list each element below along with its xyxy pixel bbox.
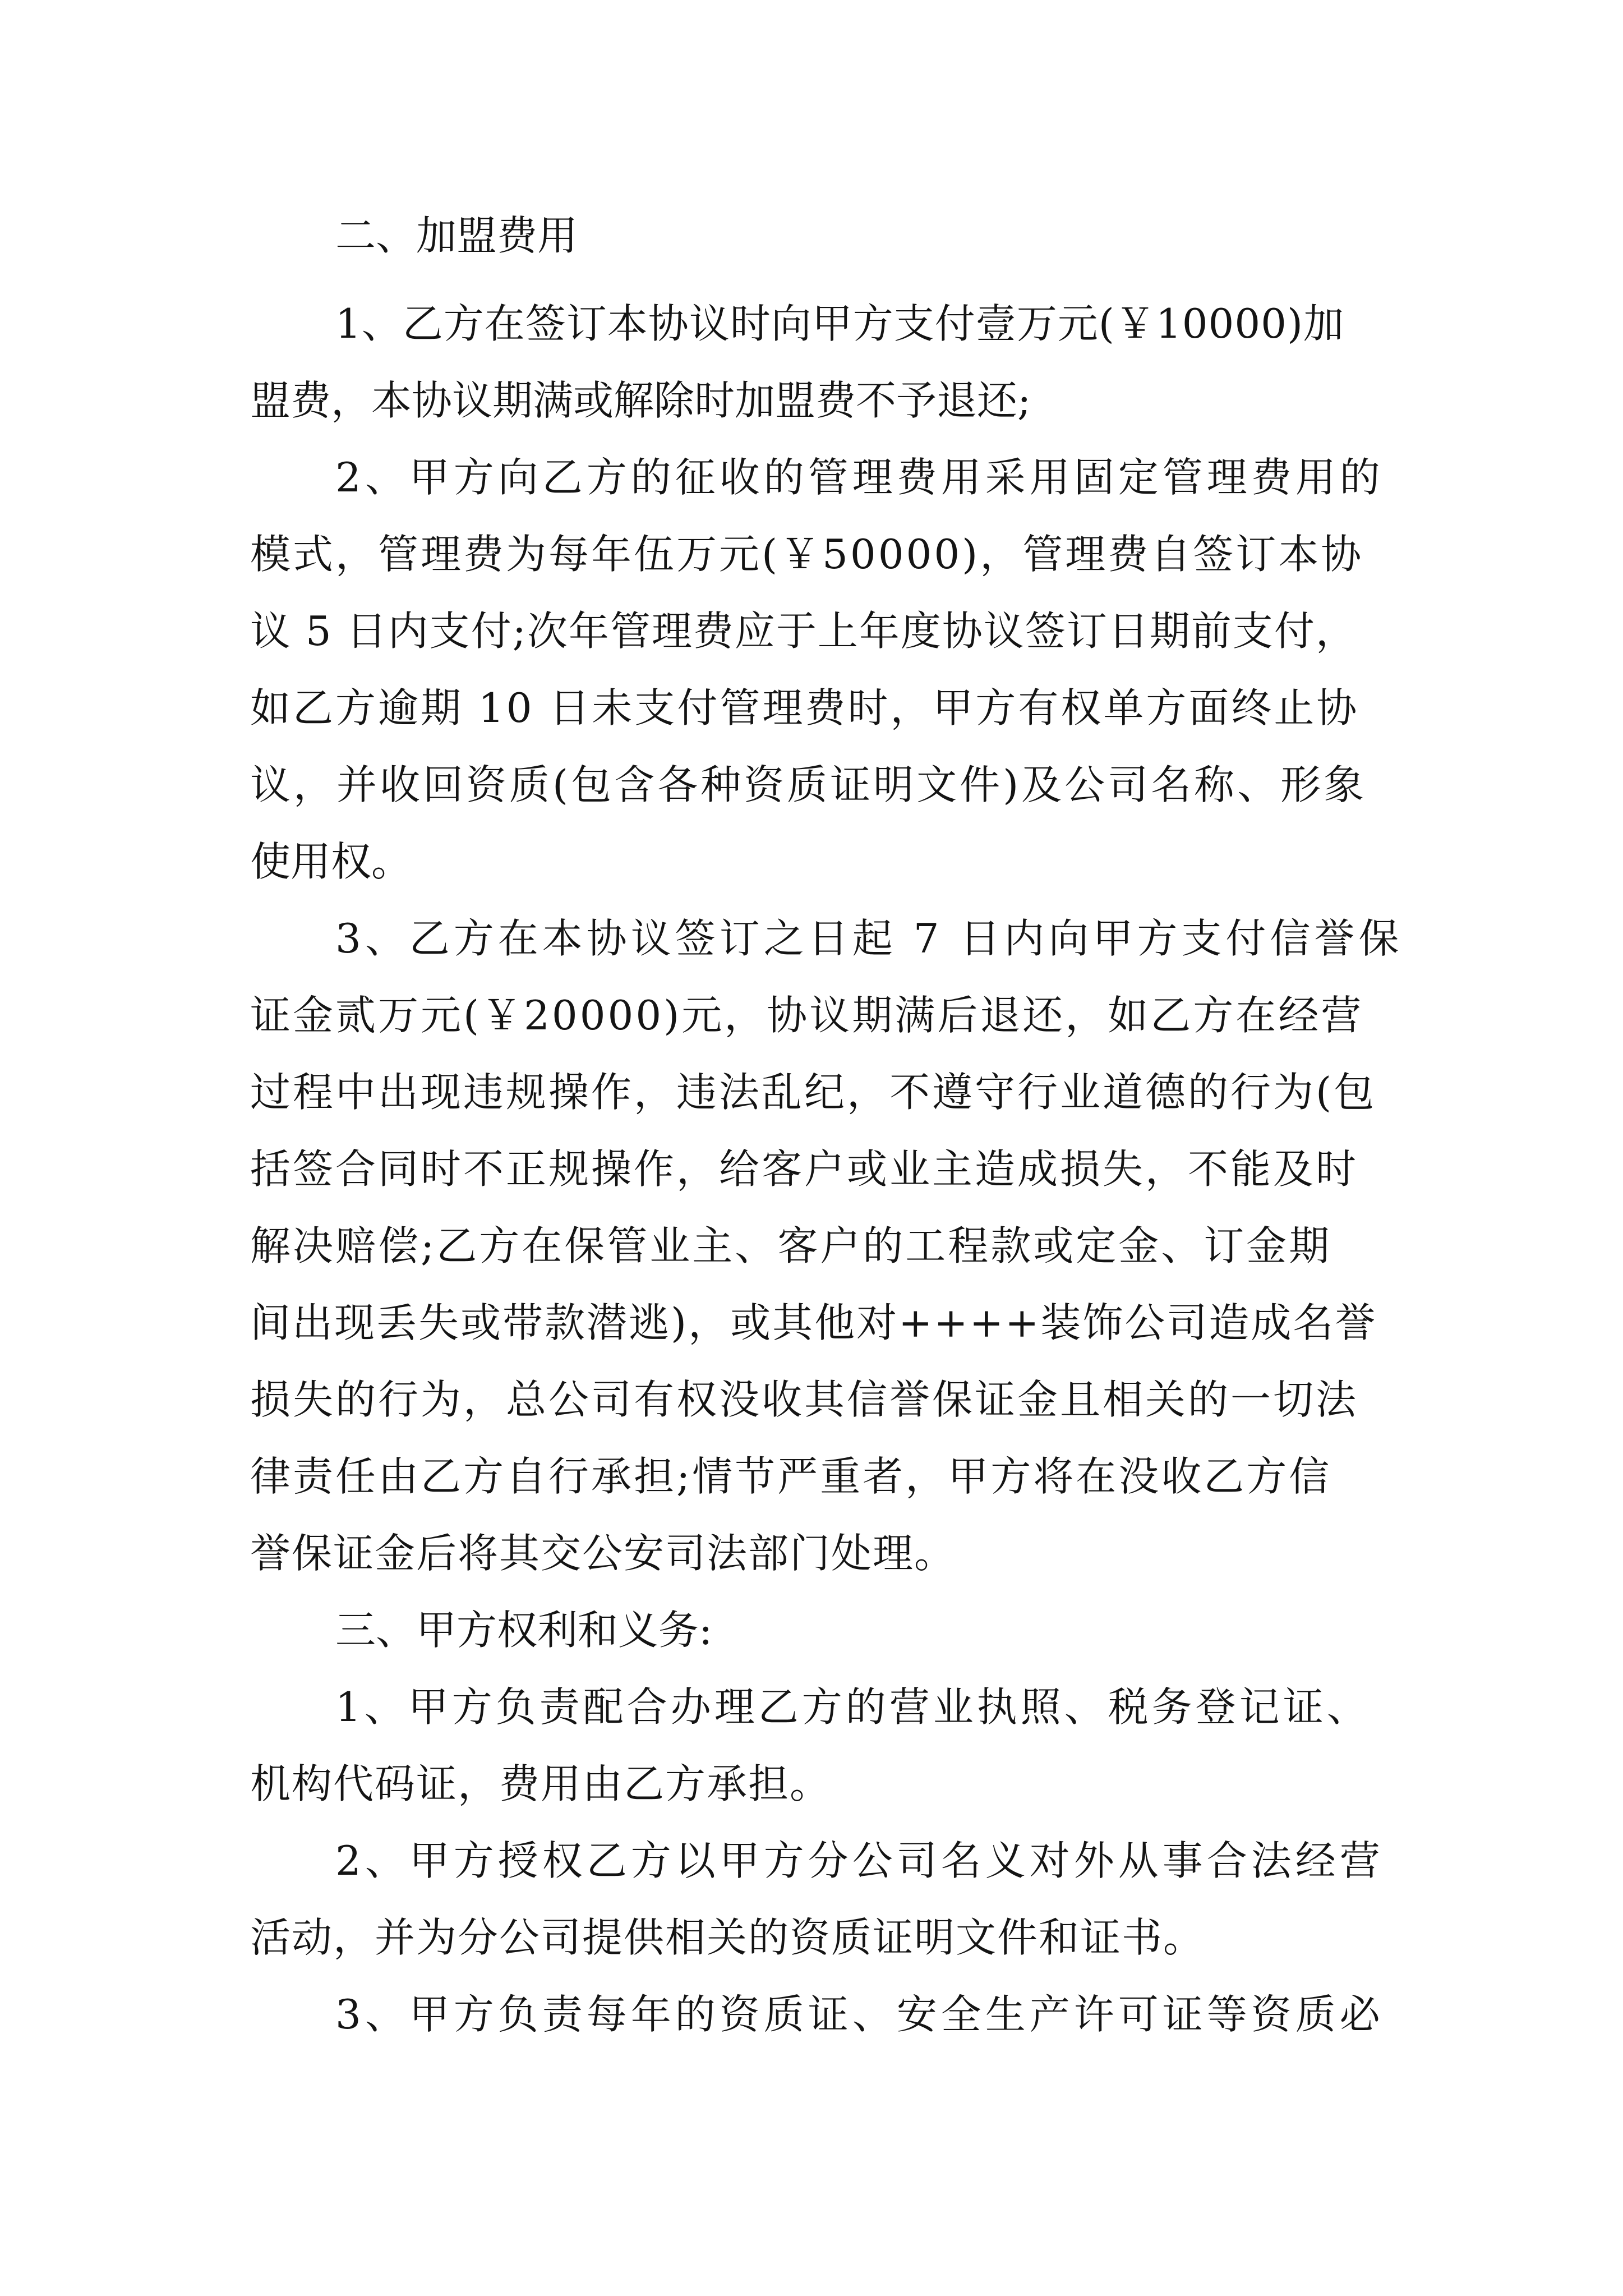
paragraph-line: 2、甲方授权乙方以甲方分公司名义对外从事合法经营 [335, 1837, 1384, 1884]
paragraph-line: 3、乙方在本协议签订之日起 7 日内向甲方支付信誉保 [335, 915, 1403, 962]
paragraph-line: 活动，并为分公司提供相关的资质证明文件和证书。 [250, 1914, 1205, 1961]
paragraph-line: 誉保证金后将其交公安司法部门处理。 [250, 1530, 956, 1577]
section-heading-franchise-fees: 二、加盟费用 [335, 212, 578, 259]
paragraph-line: 证金贰万元(￥20000)元，协议期满后退还，如乙方在经营 [250, 992, 1364, 1039]
paragraph-line: 1、甲方负责配合办理乙方的营业执照、税务登记证、 [335, 1683, 1371, 1731]
paragraph-line: 机构代码证，费用由乙方承担。 [250, 1760, 832, 1807]
paragraph-line: 律责任由乙方自行承担;情节严重者，甲方将在没收乙方信 [250, 1453, 1332, 1500]
paragraph-line: 2、甲方向乙方的征收的管理费用采用固定管理费用的 [335, 454, 1384, 501]
paragraph-line: 议，并收回资质(包含各种资质证明文件)及公司名称、形象 [250, 761, 1367, 808]
paragraph-line: 使用权。 [250, 838, 412, 885]
paragraph-line: 如乙方逾期 10 日未支付管理费时，甲方有权单方面终止协 [250, 684, 1359, 731]
paragraph-line: 模式，管理费为每年伍万元(￥50000)，管理费自签订本协 [250, 531, 1364, 578]
paragraph-line: 议 5 日内支付;次年管理费应于上年度协议签订日期前支付， [250, 608, 1357, 655]
paragraph-line: 3、甲方负责每年的资质证、安全生产许可证等资质必 [335, 1991, 1384, 2038]
paragraph-line: 过程中出现违规操作，违法乱纪，不遵守行业道德的行为(包 [250, 1069, 1377, 1116]
paragraph-line: 括签合同时不正规操作，给客户或业主造成损失，不能及时 [250, 1145, 1359, 1193]
paragraph-line: 盟费，本协议期满或解除时加盟费不予退还; [250, 377, 1031, 424]
paragraph-line: 解决赔偿;乙方在保管业主、客户的工程款或定金、订金期 [250, 1222, 1332, 1269]
paragraph-line: 1、乙方在签订本协议时向甲方支付壹万元(￥10000)加 [335, 300, 1345, 347]
section-heading-party-a-rights: 三、甲方权利和义务: [335, 1607, 713, 1654]
paragraph-line: 间出现丢失或带款潜逃)，或其他对++++装饰公司造成名誉 [250, 1299, 1377, 1346]
paragraph-line: 损失的行为，总公司有权没收其信誉保证金且相关的一切法 [250, 1376, 1359, 1423]
